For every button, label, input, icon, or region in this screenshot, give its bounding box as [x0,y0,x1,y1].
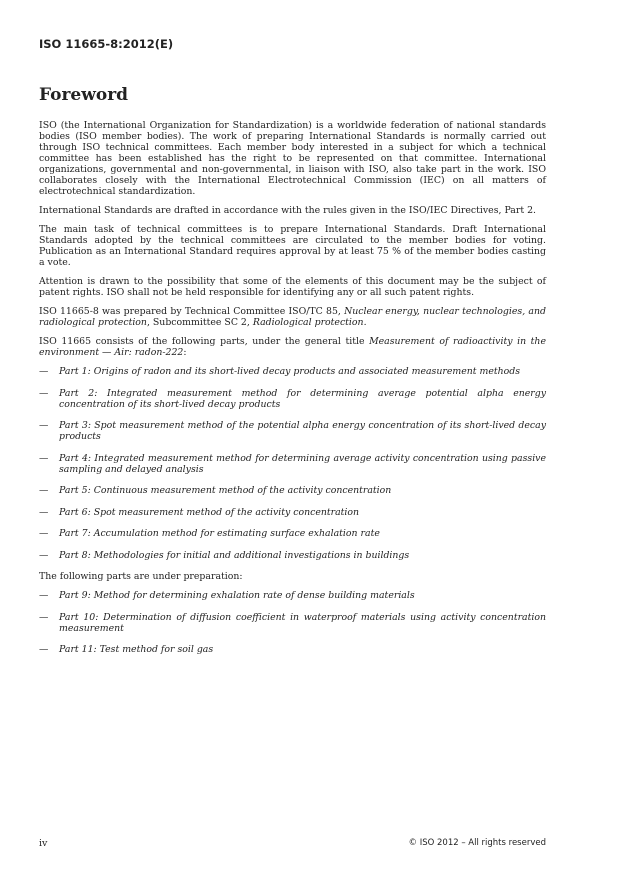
paragraph-in-preparation: The following parts are under preparation: [39,571,243,582]
paragraph-parts-intro: ISO 11665 consists of the following parts, under the general title Measurement of radioactivity in the environment — Air: radon-222: [39,336,546,358]
page-title: Foreword [39,85,129,105]
list-item: — Part 3: Spot measurement method of the potential alpha energy concentration of its short-lived decay products [39,420,546,442]
list-item: — Part 6: Spot measurement method of the activity concentration [39,506,360,518]
paragraph-directives: International Standards are drafted in accordance with the rules given in the ISO/IEC Directives, Part 2. [39,205,536,216]
parts-in-preparation-list [39,590,546,655]
list-item: — Part 1: Origins of radon and its short-lived decay products and associated measurement methods [39,366,521,377]
paragraph-patent-rights: Attention is drawn to the possibility that some of the elements of this document may be the subject of patent rights. ISO shall not be held responsible for identifying any or all such patent rights. [39,276,546,298]
paragraph-iso-federation: ISO (the International Organization for Standardization) is a worldwide federation of national standards bodies (ISO member bodies). The work of preparing International Standards is normally carried out through ISO technical committees. Each member body interested in a subject for which a technical committee has been established has the right to be represented on that committee. International organizations, governmental and non-governmental, in liaison with ISO, also take part in the work. ISO collaborates closely with the International Electrotechnical Commission (IEC) on all matters of electrotechnical standardization. [39,120,546,197]
list-item: — Part 9: Method for determining exhalation rate of dense building materials [39,590,415,601]
paragraph-prepared-by: ISO 11665-8 was prepared by Technical Committee ISO/TC 85, Nuclear energy, nuclear technologies, and radiological protection, Subcommittee SC 2, Radiological protection. [39,306,546,328]
list-item: — Part 11: Test method for soil gas [39,644,214,655]
copyright-notice: © ISO 2012 – All rights reserved [408,838,546,848]
document-header: ISO 11665-8:2012(E) [39,37,174,51]
list-item: — Part 2: Integrated measurement method for determining average potential alpha energy concentration of its short-lived decay products [39,387,546,410]
paragraph-main-task: The main task of technical committees is to prepare International Standards. Draft International Standards adopted by the technical committees are circulated to the member bodies for voting. Publication as an International Standard requires approval by at least 75 % of the member bodies casting a vote. [39,224,546,268]
list-item: — Part 5: Continuous measurement method of the activity concentration [39,485,392,496]
page-number: iv [39,838,48,849]
list-item: — Part 10: Determination of diffusion coefficient in waterproof materials using activity concentration measurement [39,611,546,634]
foreword-body [39,120,546,666]
parts-list [39,366,546,561]
list-item: — Part 4: Integrated measurement method for determining average activity concentration using passive sampling and delayed analysis [39,452,546,475]
list-item: — Part 7: Accumulation method for estimating surface exhalation rate [39,528,380,539]
list-item: — Part 8: Methodologies for initial and additional investigations in buildings [39,549,410,561]
